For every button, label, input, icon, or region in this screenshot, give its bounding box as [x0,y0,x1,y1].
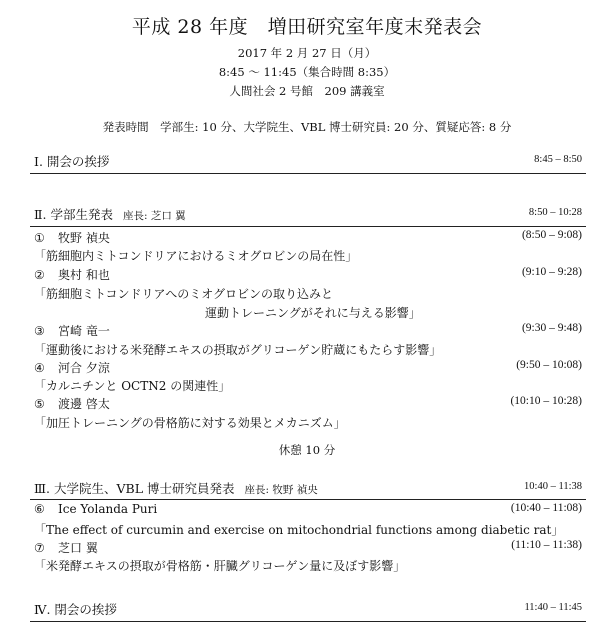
event-date: 2017 年 2 月 27 日（月） [237,46,377,60]
event-time: 8:45 〜 11:45（集合時間 8:35） [218,65,396,79]
presenter-name: Ice Yolanda Puri [58,502,158,516]
presenter-name: 芝口 翼 [58,541,98,555]
presentation-number: ④ [34,361,45,375]
presentation-number: ② [34,268,45,282]
section-time: 8:45 – 8:50 [534,154,582,165]
section-title: Ⅳ. 閉会の挨拶 [34,602,117,617]
presentation-title: 「カルニチンと OCTN2 の関連性」 [34,379,231,393]
presentation-number: ⑦ [34,541,45,555]
break-notice: 休憩 10 分 [278,443,336,457]
presentation-time: (9:50 – 10:08) [516,359,582,371]
presentation-title: 「加圧トレーニングの骨格筋に対する効果とメカニズム」 [34,416,346,430]
presentation-time-note: 発表時間 学部生: 10 分、大学院生、VBL 博士研究員: 20 分、質疑応答: 8 分 [102,120,512,134]
section-4-header [30,600,586,618]
section-3-header [30,479,586,497]
presentation-number: ① [34,231,45,245]
presentation-title: 「筋細胞内ミトコンドリアにおけるミオグロビンの局在性」 [34,249,358,263]
section-title: Ⅱ. 学部生発表 [34,207,113,222]
presenter-name: 牧野 禎央 [58,231,110,245]
presentation-title: 「米発酵エキスの摂取が骨格筋・肝臓グリコーゲン量に及ぼす影響」 [34,559,406,573]
presentation-time: (10:10 – 10:28) [510,395,582,407]
section-divider [30,226,586,227]
document-title: 平成 28 年度 増田研究室年度末発表会 [131,16,483,38]
presentation-number: ⑤ [34,397,45,411]
presentation-title: 「The effect of curcumin and exercise on mitochondrial functions among diabetic rat」 [34,523,564,537]
presentation-time: (11:10 – 11:38) [511,539,582,551]
presenter-name: 河合 夕涼 [58,361,110,375]
presentation-time: (10:40 – 11:08) [510,502,582,514]
presenter-name: 宮崎 竜一 [58,324,110,338]
presentation-number: ⑥ [34,502,45,516]
presentation-title-line2: 運動トレーニングがそれに与える影響」 [205,306,421,320]
presenter-name: 渡邊 啓太 [58,397,110,411]
presentation-number: ③ [34,324,45,338]
section-divider [30,621,586,622]
section-1-header [30,152,586,170]
section-title: Ⅲ. 大学院生、VBL 博士研究員発表 [34,481,235,496]
section-time: 8:50 – 10:28 [528,207,582,218]
event-venue: 人間社会 2 号館 209 講義室 [229,84,385,98]
section-chair: 座長: 牧野 禎央 [244,484,318,496]
section-divider [30,173,586,174]
presentation-title: 「運動後における米発酵エキスの摂取がグリコーゲン貯蔵にもたらす影響」 [34,343,442,357]
section-title: Ⅰ. 開会の挨拶 [34,154,110,169]
section-chair: 座長: 芝口 翼 [122,210,186,222]
presentation-time: (9:30 – 9:48) [521,322,582,334]
section-2-header [30,205,586,223]
section-time: 11:40 – 11:45 [524,602,582,613]
presentation-title: 「筋細胞ミトコンドリアへのミオグロビンの取り込みと [34,287,334,301]
presenter-name: 奥村 和也 [58,268,110,282]
presentation-time: (9:10 – 9:28) [521,266,582,278]
section-divider [30,499,586,500]
section-time: 10:40 – 11:38 [524,481,582,492]
presentation-time: (8:50 – 9:08) [521,229,582,241]
